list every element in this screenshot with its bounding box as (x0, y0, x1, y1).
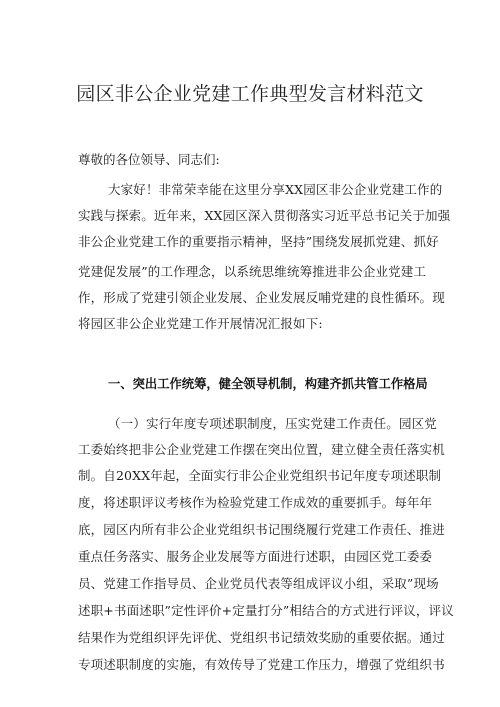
body-line: 员、党建工作指导员、企业党员代表等组成评议小组，采取”现场 (78, 576, 439, 591)
intro-line: 作，形成了党建引领企业发展、企业发展反哺党建的良性循环。现 (78, 290, 445, 305)
intro-line: 实践与探索。近年来，XX园区深入贯彻落实习近平总书记关于加强 (78, 208, 451, 223)
body-line: 专项述职制度的实施，有效传导了党建工作压力，增强了党组织书 (78, 657, 445, 672)
intro-line: 党建促发展”的工作理念，以系统思维统筹推进非公企业党建工 (78, 264, 427, 279)
body-line: 结果作为党组织评先评优、党组织书记绩效奖励的重要依据。通过 (78, 630, 445, 645)
body-line: （一）实行年度专项述职制度，压实党建工作责任。园区党 (108, 416, 437, 431)
section-heading: 一、突出工作统筹，健全领导机制，构建齐抓共管工作格局 (108, 377, 428, 391)
body-line: 制。自20XX年起，全面实行非公企业党组织书记年度专项述职制 (78, 468, 442, 483)
body-line: 工委始终把非公企业党建工作摆在突出位置，建立健全责任落实机 (78, 442, 445, 457)
intro-line: 非公企业党建工作的重要指示精神，坚持”围绕发展抓党建、抓好 (78, 234, 439, 249)
document-title: 园区非公企业党建工作典型发言材料范文 (76, 83, 424, 105)
intro-line: 大家好！非常荣幸能在这里分享XX园区非公企业党建工作的 (108, 182, 443, 197)
body-line: 度，将述职评议考核作为检验党建工作成效的重要抓手。每年年 (78, 495, 433, 510)
body-line: 述职+书面述职”定性评价+定量打分”相结合的方式进行评议，评议 (78, 603, 454, 618)
body-line: 底，园区内所有非公企业党组织书记围绕履行党建工作责任、推进 (78, 522, 445, 537)
body-line: 重点任务落实、服务企业发展等方面进行述职，由园区党工委委 (78, 549, 433, 564)
intro-line: 将园区非公企业党建工作开展情况汇报如下: (78, 316, 323, 331)
salutation: 尊敬的各位领导、同志们: (78, 152, 220, 167)
